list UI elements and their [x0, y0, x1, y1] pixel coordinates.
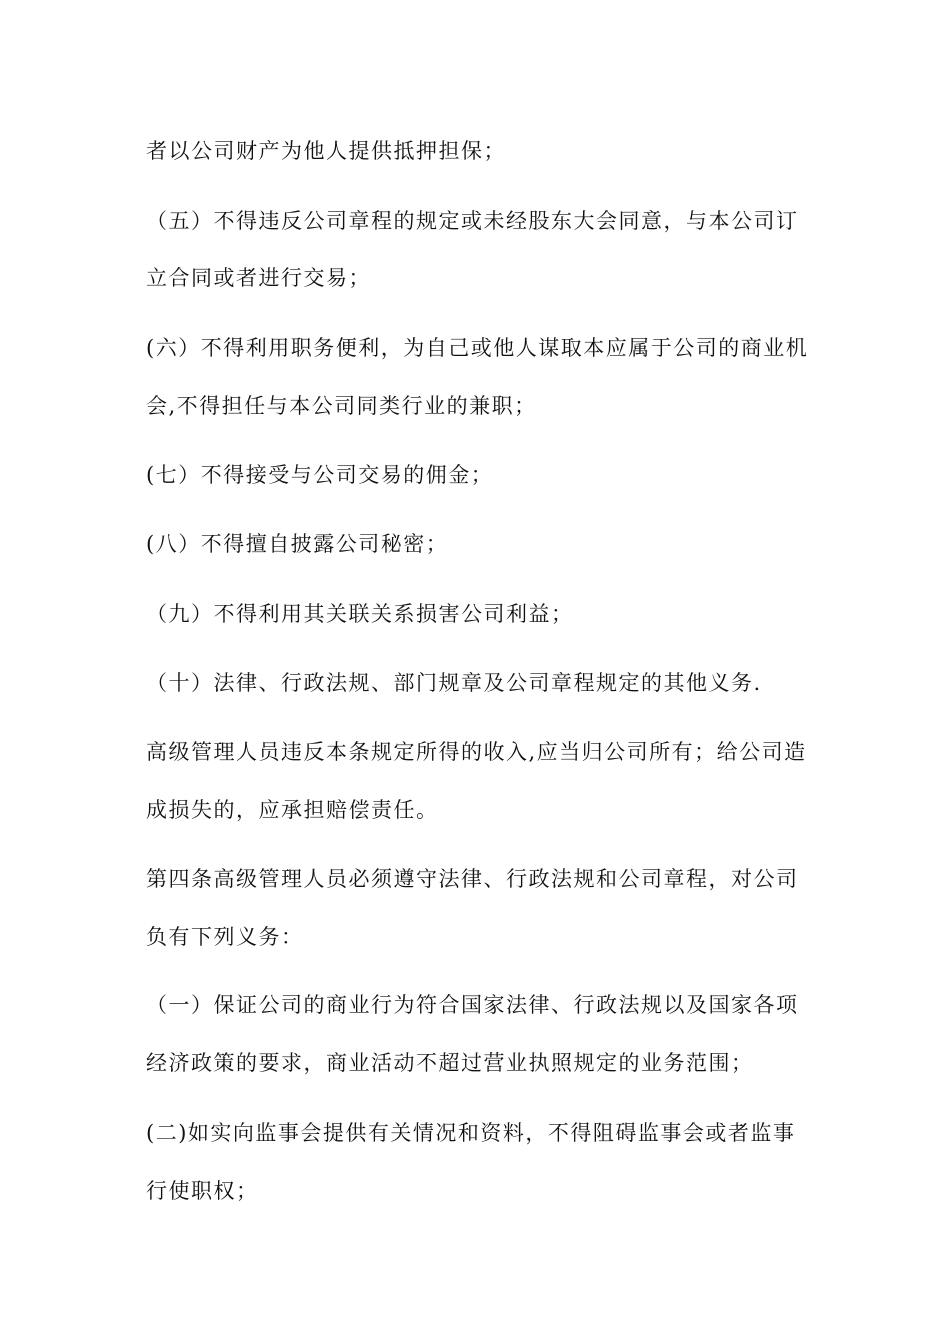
text-line: 第四条高级管理人员必须遵守法律、行政法规和公司章程，对公司 [146, 867, 799, 891]
text-line: (七）不得接受与公司交易的佣金； [146, 463, 494, 487]
text-line: (六）不得利用职务便利，为自己或他人谋取本应属于公司的商业机 [146, 336, 809, 360]
text-line: 经济政策的要求，商业活动不超过营业执照规定的业务范围； [146, 1051, 754, 1075]
text-line: （十）法律、行政法规、部门规章及公司章程规定的其他义务. [146, 671, 762, 695]
text-line: 行使职权； [146, 1179, 259, 1203]
text-line: （九）不得利用其关联关系损害公司利益； [146, 602, 574, 626]
text-line: （一）保证公司的商业行为符合国家法律、行政法规以及国家各项 [146, 993, 799, 1017]
text-line: 者以公司财产为他人提供抵押担保； [146, 139, 506, 163]
text-line: 负有下列义务： [146, 925, 304, 949]
text-line: (八）不得擅自披露公司秘密； [146, 532, 449, 556]
text-line: (二)如实向监事会提供有关情况和资料，不得阻碍监事会或者监事 [146, 1121, 796, 1145]
text-line: 成损失的，应承担赔偿责任。 [146, 798, 439, 822]
text-line: 高级管理人员违反本条规定所得的收入,应当归公司所有；给公司造 [146, 740, 807, 764]
text-line: 会,不得担任与本公司同类行业的兼职； [146, 394, 537, 418]
text-line: （五）不得违反公司章程的规定或未经股东大会同意，与本公司订 [146, 209, 799, 233]
text-line: 立合同或者进行交易； [146, 266, 371, 290]
